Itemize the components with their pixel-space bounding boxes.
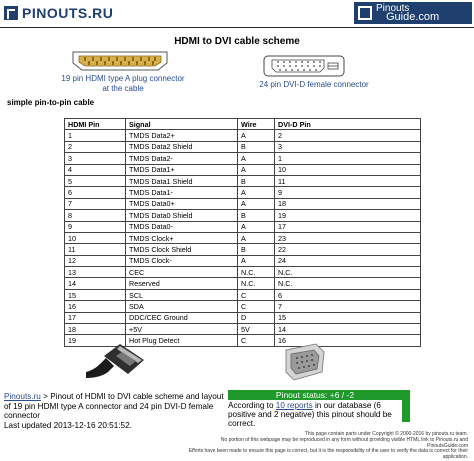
hdmi-caption-line1: 19 pin HDMI type A plug connector <box>61 74 185 83</box>
cell-dvi-pin: 19 <box>275 210 421 221</box>
cell-signal: TMDS Data1+ <box>126 164 238 175</box>
cell-hdmi-pin: 15 <box>65 289 126 300</box>
cell-wire: B <box>238 141 275 152</box>
cell-wire: A <box>238 232 275 243</box>
cell-wire: N.C. <box>238 267 275 278</box>
cell-signal: TMDS Data0- <box>126 221 238 232</box>
cell-wire: A <box>238 187 275 198</box>
cell-hdmi-pin: 18 <box>65 324 126 335</box>
cell-signal: TMDS Data2+ <box>126 130 238 141</box>
col-dvi-pin: DVI-D Pin <box>275 119 421 130</box>
cell-wire: N.C. <box>238 278 275 289</box>
cell-dvi-pin: 16 <box>275 335 421 346</box>
cell-dvi-pin: 9 <box>275 187 421 198</box>
cell-dvi-pin: 22 <box>275 244 421 255</box>
table-header-row <box>65 119 421 130</box>
cell-wire: A <box>238 164 275 175</box>
cell-dvi-pin: 23 <box>275 232 421 243</box>
cell-signal: +5V <box>126 324 238 335</box>
cell-signal: TMDS Data1 Shield <box>126 175 238 186</box>
pinout-status-badge: Pinout status: +6 / -2 <box>228 390 402 400</box>
cell-hdmi-pin: 17 <box>65 312 126 323</box>
cell-hdmi-pin: 3 <box>65 153 126 164</box>
cell-dvi-pin: 7 <box>275 301 421 312</box>
cell-hdmi-pin: 11 <box>65 244 126 255</box>
cell-dvi-pin: N.C. <box>275 267 421 278</box>
copyright-line3: Efforts have been made to ensure this page is correct, but it is the responsibility of the user to verify the data is correct for their application. <box>188 448 468 461</box>
table-row <box>65 289 421 300</box>
dvi-socket-photo <box>282 342 326 382</box>
cell-hdmi-pin: 6 <box>65 187 126 198</box>
table-row <box>65 267 421 278</box>
cell-signal: TMDS Clock- <box>126 255 238 266</box>
breadcrumb-text: Pinout of HDMI to DVI cable scheme and layout of 19 pin HDMI type A connector and 24 pin DVI-D female connector <box>4 392 224 420</box>
table-row <box>65 301 421 312</box>
cell-wire: A <box>238 198 275 209</box>
table-row <box>65 130 421 141</box>
cell-dvi-pin: 17 <box>275 221 421 232</box>
table-row <box>65 278 421 289</box>
table-row <box>65 255 421 266</box>
breadcrumb <box>4 392 224 421</box>
cell-wire: A <box>238 221 275 232</box>
cell-wire: C <box>238 301 275 312</box>
cell-signal: Reserved <box>126 278 238 289</box>
header-divider <box>0 27 474 28</box>
table-row <box>65 153 421 164</box>
cell-dvi-pin: N.C. <box>275 278 421 289</box>
table-row <box>65 312 421 323</box>
copyright-notice <box>188 432 468 461</box>
pinoutsguide-logo[interactable] <box>354 2 472 24</box>
cell-dvi-pin: 14 <box>275 324 421 335</box>
cell-signal: TMDS Data0 Shield <box>126 210 238 221</box>
cell-wire: C <box>238 335 275 346</box>
cell-hdmi-pin: 9 <box>65 221 126 232</box>
col-wire: Wire <box>238 119 275 130</box>
table-row <box>65 232 421 243</box>
pinouts-ru-logo[interactable] <box>4 4 113 22</box>
cell-hdmi-pin: 8 <box>65 210 126 221</box>
pinouts-logo-icon <box>4 6 18 20</box>
cell-dvi-pin: 24 <box>275 255 421 266</box>
hdmi-plug-photo <box>86 342 146 378</box>
cell-hdmi-pin: 19 <box>65 335 126 346</box>
col-signal: Signal <box>126 119 238 130</box>
cell-hdmi-pin: 10 <box>65 232 126 243</box>
pinoutsguide-logo-icon <box>358 6 372 20</box>
cell-signal: TMDS Clock Shield <box>126 244 238 255</box>
table-row <box>65 164 421 175</box>
hdmi-caption <box>48 74 198 94</box>
section-title: simple pin-to-pin cable <box>7 98 95 107</box>
cell-wire: B <box>238 244 275 255</box>
cell-hdmi-pin: 5 <box>65 175 126 186</box>
cell-hdmi-pin: 1 <box>65 130 126 141</box>
logo-text: PINOUTS.RU <box>22 5 114 21</box>
table-row <box>65 324 421 335</box>
cell-dvi-pin: 1 <box>275 153 421 164</box>
cell-wire: A <box>238 255 275 266</box>
cell-wire: B <box>238 175 275 186</box>
cell-dvi-pin: 15 <box>275 312 421 323</box>
cell-signal: CEC <box>126 267 238 278</box>
cell-wire: D <box>238 312 275 323</box>
status-side-bar <box>402 390 410 422</box>
cell-hdmi-pin: 4 <box>65 164 126 175</box>
cell-hdmi-pin: 2 <box>65 141 126 152</box>
table-row <box>65 175 421 186</box>
cell-dvi-pin: 2 <box>275 130 421 141</box>
cell-signal: TMDS Data1- <box>126 187 238 198</box>
cell-signal: SDA <box>126 301 238 312</box>
cell-hdmi-pin: 16 <box>65 301 126 312</box>
col-hdmi-pin: HDMI Pin <box>65 119 126 130</box>
cell-hdmi-pin: 14 <box>65 278 126 289</box>
table-row <box>65 187 421 198</box>
logo-line1: Pinouts <box>376 3 410 14</box>
table-row <box>65 198 421 209</box>
dvi-caption: 24 pin DVI-D female connector <box>259 80 369 89</box>
status-description: According to 10 reports in our database (6 positive and 2 negative) this pinout should be correct. <box>228 401 392 428</box>
cell-hdmi-pin: 7 <box>65 198 126 209</box>
footer-info <box>4 392 224 430</box>
cell-signal: TMDS Data2- <box>126 153 238 164</box>
cell-wire: 5V <box>238 324 275 335</box>
reports-link[interactable]: 10 reports <box>275 401 313 410</box>
hdmi-connector-diagram <box>70 50 170 72</box>
copyright-line2: No portion of this webpage may be reproduced in any form without providing visible HTML link to Pinouts.ru and PinoutsGuide.com <box>220 436 468 449</box>
breadcrumb-separator: > <box>40 392 51 401</box>
cell-dvi-pin: 11 <box>275 175 421 186</box>
cell-hdmi-pin: 12 <box>65 255 126 266</box>
pinout-table <box>64 118 421 347</box>
cell-signal: DDC/CEC Ground <box>126 312 238 323</box>
cell-signal: TMDS Clock+ <box>126 232 238 243</box>
logo-line2: Guide.com <box>386 11 440 23</box>
cell-wire: A <box>238 153 275 164</box>
cell-dvi-pin: 10 <box>275 164 421 175</box>
page-title: HDMI to DVI cable scheme <box>174 36 300 47</box>
cell-dvi-pin: 18 <box>275 198 421 209</box>
dvi-connector-diagram <box>262 54 346 78</box>
last-updated: Last updated 2013-12-16 20:51:52. <box>4 420 132 430</box>
cell-wire: C <box>238 289 275 300</box>
table-row <box>65 244 421 255</box>
table-row <box>65 141 421 152</box>
cell-signal: TMDS Data2 Shield <box>126 141 238 152</box>
cell-dvi-pin: 6 <box>275 289 421 300</box>
cell-hdmi-pin: 13 <box>65 267 126 278</box>
table-row <box>65 221 421 232</box>
cell-wire: B <box>238 210 275 221</box>
copyright-line1: This page contain parts under Copyright © 2000-2016 by pinouts.ru team. <box>304 431 468 437</box>
cell-dvi-pin: 3 <box>275 141 421 152</box>
cell-signal: TMDS Data0+ <box>126 198 238 209</box>
cell-signal: Hot Plug Detect <box>126 335 238 346</box>
table-row <box>65 210 421 221</box>
cell-signal: SCL <box>126 289 238 300</box>
breadcrumb-home-link[interactable]: Pinouts.ru <box>4 392 41 401</box>
hdmi-caption-line2: at the cable <box>102 84 144 93</box>
cell-wire: A <box>238 130 275 141</box>
